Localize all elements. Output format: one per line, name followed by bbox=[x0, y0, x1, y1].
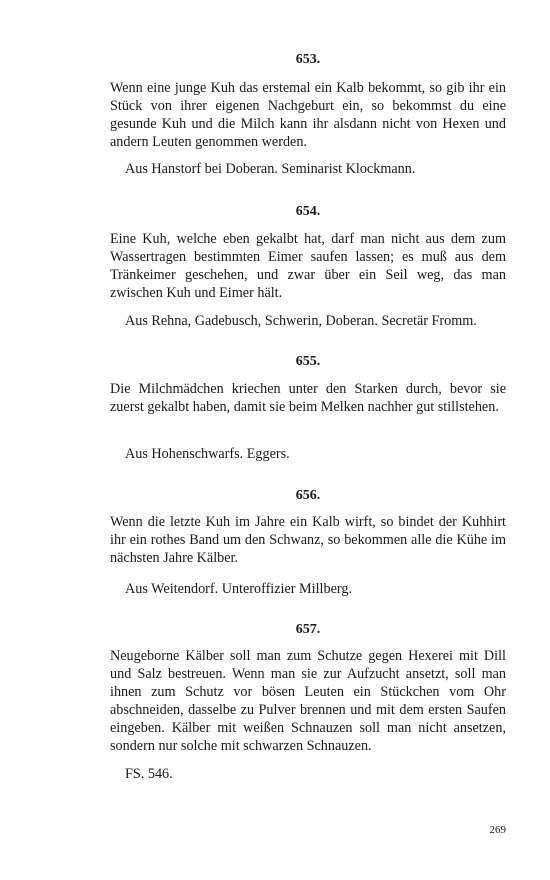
entry-text: Neugeborne Kälber soll man zum Schutze gegen Hexerei mit Dill und Salz bestreuen. Wenn man sie zur Aufzucht ansetzt, soll man ihnen zum Schutz vor bösen Leuten ein Stückchen vom Ohr abschneiden, dasselbe zu Pulver brennen und mit dem ersten Saufen eingeben. Kälber mit weißen Schnauzen soll man nicht ansetzen, sondern nur solche mit schwarzen Schnauzen. bbox=[110, 648, 506, 754]
entry-text: Wenn eine junge Kuh das erstemal ein Kalb bekommt, so gib ihr ein Stück von ihrer eigenen Nachgeburt ein, so bekommst du eine gesunde Kuh und die Milch kann ihr alsdann nicht von Hexen und andern Leuten genommen werden. bbox=[110, 80, 506, 150]
entry-number: 653. bbox=[295, 52, 321, 67]
entry-source: Aus Rehna, Gadebusch, Schwerin, Doberan. Secretär Fromm. bbox=[125, 313, 477, 329]
entry-number: 656. bbox=[295, 488, 321, 503]
entry-number: 654. bbox=[295, 204, 321, 219]
entry-number: 657. bbox=[295, 622, 321, 637]
entry-source: Aus Hanstorf bei Doberan. Seminarist Klockmann. bbox=[125, 161, 416, 177]
entry-text: Wenn die letzte Kuh im Jahre ein Kalb wirft, so bindet der Kuhhirt ihr ein rothes Band um den Schwanz, so bekommen alle die Kühe im nächsten Jahre Kälber. bbox=[110, 514, 506, 566]
entry-text: Eine Kuh, welche eben gekalbt hat, darf man nicht aus dem zum Wassertragen bestimmten Eimer saufen lassen; es muß aus dem Tränkeimer geschehen, und zwar über ein Seil weg, das man zwischen Kuh und Eimer hält. bbox=[110, 231, 506, 301]
page-number: 269 bbox=[489, 824, 506, 836]
entry-number: 655. bbox=[295, 354, 321, 369]
entry-source: Aus Weitendorf. Unteroffizier Millberg. bbox=[125, 581, 352, 597]
entry-text: Die Milchmädchen kriechen unter den Starken durch, bevor sie zuerst gekalbt haben, damit sie beim Melken nachher gut stillstehen. bbox=[110, 381, 506, 415]
entry-source: Aus Hohenschwarfs. Eggers. bbox=[125, 446, 290, 462]
entry-source: FS. 546. bbox=[125, 766, 173, 782]
